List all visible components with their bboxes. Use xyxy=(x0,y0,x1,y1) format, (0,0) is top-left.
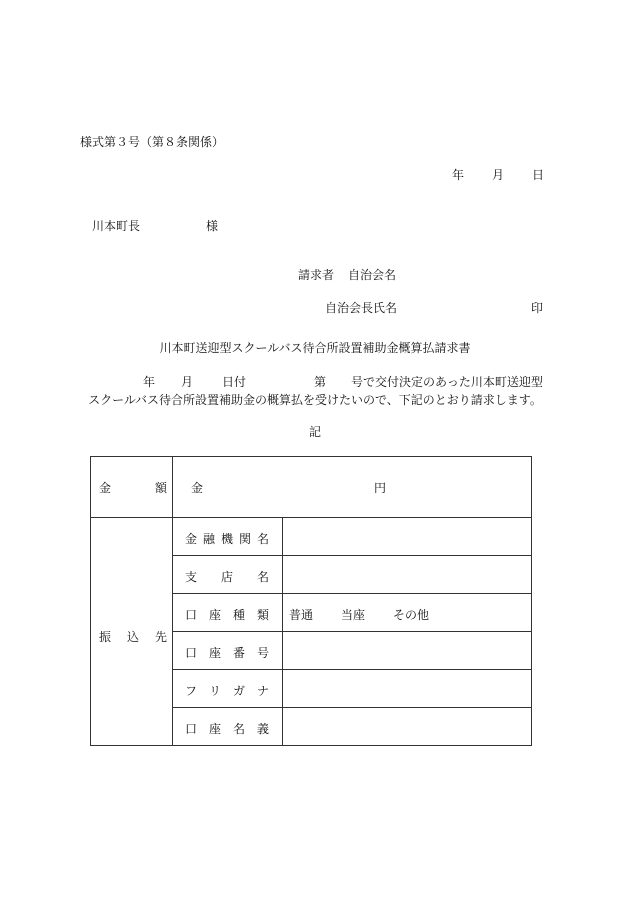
label-char: 番 xyxy=(233,646,246,660)
amount-unit: 円 xyxy=(374,481,387,495)
label-char: 名 xyxy=(233,722,246,736)
account-type-option-checking[interactable]: 当座 xyxy=(341,608,366,622)
document-title: 川本町送迎型スクールバス待合所設置補助金概算払請求書 xyxy=(159,341,471,355)
label-char: 融 xyxy=(203,532,216,546)
label-char: 座 xyxy=(209,722,222,736)
body-number-prefix: 第 xyxy=(314,375,327,389)
seal-mark: 印 xyxy=(531,301,544,315)
label-char: ガ xyxy=(233,684,246,698)
transfer-destination-label-cell xyxy=(91,518,173,746)
date-month-label: 月 xyxy=(492,168,505,182)
label-char: 口 xyxy=(185,608,198,622)
request-form-table xyxy=(90,456,532,746)
account-type-option-ordinary[interactable]: 普通 xyxy=(289,608,314,622)
label-char: ナ xyxy=(257,684,270,698)
label-char: リ xyxy=(209,684,222,698)
bank-name-label xyxy=(173,518,283,556)
account-number-field[interactable] xyxy=(283,632,532,670)
bank-name-field[interactable] xyxy=(283,518,532,556)
label-char: 金 xyxy=(185,532,198,546)
requester-leader-label: 自治会長氏名 xyxy=(325,301,398,315)
ki-heading: 記 xyxy=(308,425,321,439)
amount-label-cell xyxy=(91,457,173,518)
label-char: 座 xyxy=(209,646,222,660)
label-char: 名 xyxy=(257,570,270,584)
label-char: フ xyxy=(185,684,198,698)
label-char: 関 xyxy=(239,532,252,546)
body-line2: スクールバス待合所設置補助金の概算払を受けたいので、下記のとおり請求します。 xyxy=(88,393,542,407)
requester-org-label: 自治会名 xyxy=(348,268,397,282)
label-char: 口 xyxy=(185,646,198,660)
furigana-field[interactable] xyxy=(283,670,532,708)
account-holder-field[interactable] xyxy=(283,708,532,746)
branch-field[interactable] xyxy=(283,556,532,594)
addressee-name: 川本町長 xyxy=(92,219,141,233)
amount-label-kin: 金 xyxy=(99,481,112,495)
account-type-option-other[interactable]: その他 xyxy=(393,608,430,622)
account-type-field xyxy=(283,594,532,632)
label-char: 種 xyxy=(233,608,246,622)
account-type-label xyxy=(173,594,283,632)
label-char: 号 xyxy=(257,646,270,660)
branch-label xyxy=(173,556,283,594)
transfer-label-char: 先 xyxy=(155,630,168,644)
label-char: 機 xyxy=(221,532,234,546)
bank-name-row xyxy=(91,518,532,556)
label-char: 店 xyxy=(221,570,234,584)
amount-label-gaku: 額 xyxy=(155,481,168,495)
body-year-label: 年 xyxy=(143,375,156,389)
requester-label: 請求者 xyxy=(298,268,335,282)
label-char: 座 xyxy=(209,608,222,622)
amount-field[interactable] xyxy=(173,457,532,518)
transfer-label-char: 込 xyxy=(127,630,140,644)
transfer-label-char: 振 xyxy=(99,630,112,644)
body-line1-rest: 号で交付決定のあった川本町送迎型 xyxy=(351,375,543,389)
body-day-label: 日付 xyxy=(222,375,247,389)
label-char: 口 xyxy=(185,722,198,736)
date-day-label: 日 xyxy=(532,168,545,182)
amount-row xyxy=(91,457,532,518)
furigana-label xyxy=(173,670,283,708)
amount-prefix: 金 xyxy=(191,481,204,495)
date-year-label: 年 xyxy=(452,168,465,182)
label-char: 類 xyxy=(257,608,270,622)
label-char: 義 xyxy=(257,722,270,736)
form-number: 様式第３号（第８条関係） xyxy=(80,135,225,149)
label-char: 支 xyxy=(185,570,198,584)
body-month-label: 月 xyxy=(181,375,194,389)
label-char: 名 xyxy=(257,532,270,546)
account-holder-label xyxy=(173,708,283,746)
addressee-honorific: 様 xyxy=(206,219,219,233)
account-number-label xyxy=(173,632,283,670)
